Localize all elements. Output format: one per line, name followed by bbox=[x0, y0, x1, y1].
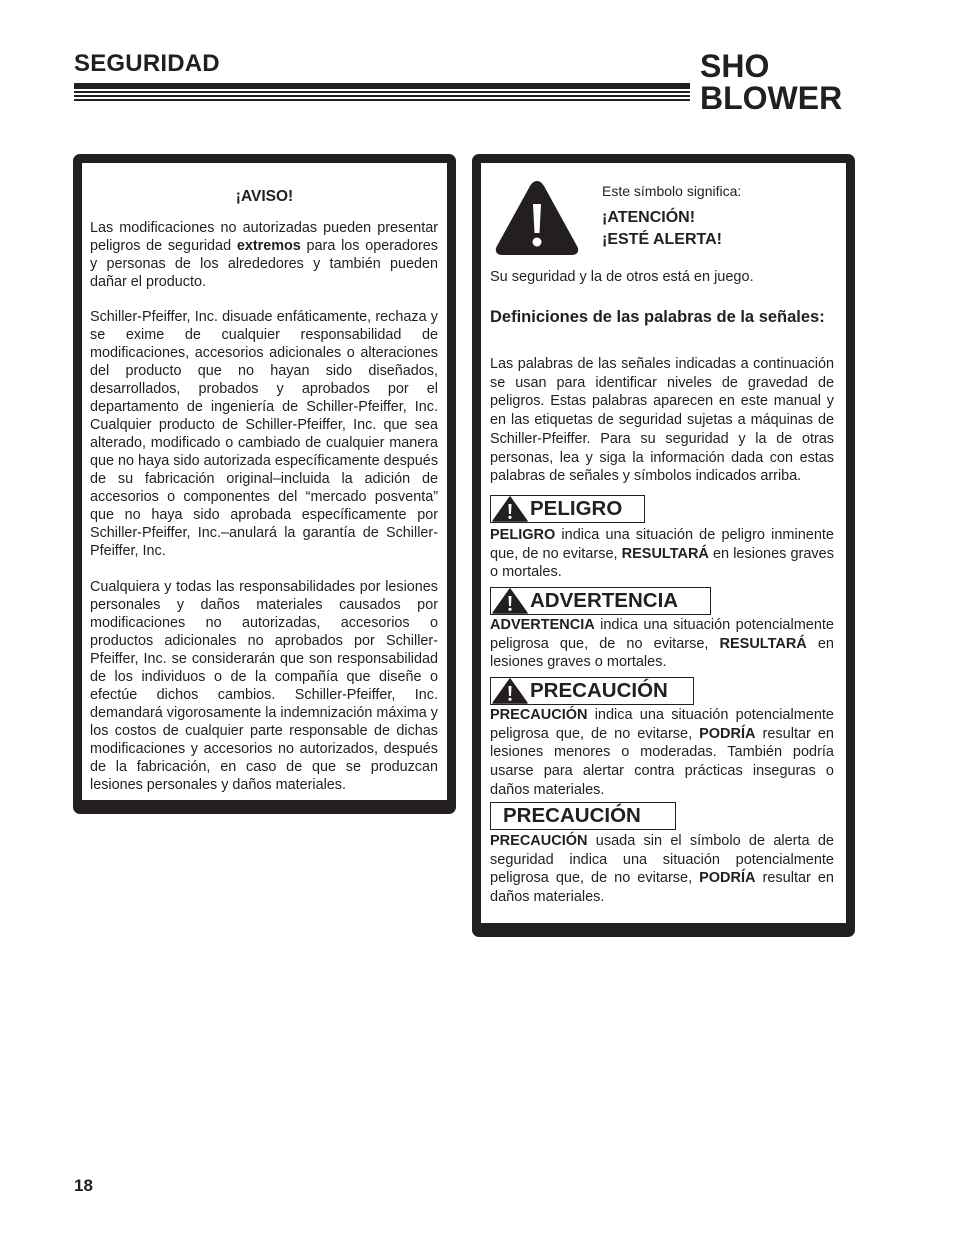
definitions-heading: Definiciones de las palabras de la señales: bbox=[490, 308, 825, 326]
signal-words-box bbox=[472, 154, 855, 937]
product-title-line1: SHO bbox=[700, 48, 770, 84]
signal-bold-word: PODRÍA bbox=[699, 870, 756, 887]
signal-term: PRECAUCIÓN bbox=[490, 707, 588, 723]
notice-box bbox=[73, 154, 456, 814]
signal-label-text: ADVERTENCIA bbox=[530, 589, 679, 612]
signal-description-peligro bbox=[490, 526, 834, 582]
notice-paragraph-2: Schiller-Pfeiffer, Inc. disuade enfáticamente, rechaza y se exime de cualquier responsabilidad de modificaciones, accesorios adicionales o alteraciones del producto que no hayan sido diseñados, desarrollados, probados y aprobados por el departamento de ingeniería de Schiller-Pfeiffer, Inc. Cualquier producto de Schiller-Pfeiffer, Inc. que sea alterado, modificado o cambiado de cualquier manera que no haya sido autorizada específicamente después de su fabricación original–incluida la adición de accesorios o componentes del “mercado posventa” que no haya sido aprobada específicamente por Schiller-Pfeiffer, Inc.–anulará la garantía de Schiller-Pfeiffer, Inc. bbox=[90, 309, 439, 559]
signal-label-peligro bbox=[490, 495, 645, 523]
signal-term: ADVERTENCIA bbox=[490, 617, 595, 633]
attention-line-2: ¡ESTÉ ALERTA! bbox=[602, 231, 722, 248]
signal-label-text: PRECAUCIÓN bbox=[503, 804, 641, 827]
product-title-line2: BLOWER bbox=[700, 80, 843, 116]
notice-paragraph-3: Cualquiera y todas las responsabilidades por lesiones personales y daños materiales causados por modificaciones no autorizadas, accesorios o productos adicionales no aprobados por Schiller-Pfeiffer, Inc. se considerarán que son responsabilidad de los individuos o de la compañía que diseñe o efectúe dichos cambios. Schiller-Pfeiffer, Inc. demandará vigorosamente la indemnización máxima y los costos de cualquier parte responsable de dichas modificaciones y accesorios no autorizados, después de la fabricación, en caso de que se produzcan lesiones personales y daños materiales. bbox=[90, 579, 438, 793]
symbol-caption: Este símbolo significa: bbox=[602, 183, 742, 199]
signal-term: PELIGRO bbox=[490, 527, 556, 543]
notice-box-inner bbox=[82, 163, 447, 800]
signal-description-precaucion bbox=[490, 706, 834, 800]
signal-text-a: indica una situación de peligro inminente que, de no evitarse, bbox=[490, 527, 834, 562]
header-rule bbox=[74, 83, 690, 103]
safety-alert-triangle-icon bbox=[492, 588, 528, 614]
signal-text-a: indica una situación potencialmente peligrosa que, de no evitarse, bbox=[490, 707, 834, 742]
signal-description-advertencia bbox=[490, 616, 834, 672]
signal-text-a: indica una situación potencialmente peligrosa que, de no evitarse, bbox=[490, 617, 834, 652]
notice-heading: ¡AVISO! bbox=[235, 188, 294, 205]
signal-text-b: en lesiones graves o mortales. bbox=[490, 545, 834, 581]
signal-label-text: PELIGRO bbox=[530, 497, 623, 520]
signal-label-precaucion bbox=[490, 677, 694, 705]
safety-alert-triangle-icon bbox=[494, 179, 580, 257]
section-title: SEGURIDAD bbox=[74, 50, 220, 77]
page-number: 18 bbox=[74, 1176, 93, 1195]
notice-p1-text-a: Las modificaciones no autorizadas pueden presentar peligros de seguridad bbox=[90, 220, 438, 254]
signal-text-b: en lesiones graves o mortales. bbox=[490, 635, 834, 671]
notice-p1-bold: extremos bbox=[236, 238, 301, 254]
notice-paragraph-1 bbox=[90, 219, 438, 291]
attention-text bbox=[602, 207, 722, 251]
notice-p1-text-b: para los operadores y personas de los alrededores y también pueden dañar el producto. bbox=[90, 238, 439, 290]
signal-label-precaucion-no-symbol bbox=[490, 802, 676, 830]
signal-label-advertencia bbox=[490, 587, 711, 615]
safety-alert-triangle-icon bbox=[492, 678, 528, 704]
attention-line-1: ¡ATENCIÓN! bbox=[602, 209, 696, 226]
signal-term: PRECAUCIÓN bbox=[490, 833, 588, 849]
signal-label-text: PRECAUCIÓN bbox=[530, 679, 668, 702]
signal-bold-word: PODRÍA bbox=[699, 725, 756, 742]
signal-description-precaucion-no-symbol bbox=[490, 832, 834, 907]
signal-text-a: usada sin el símbolo de alerta de seguridad indica una situación potencialmente peligrosa que, de no evitarse, bbox=[490, 833, 834, 887]
signal-words-box-inner bbox=[481, 163, 846, 923]
signal-text-b: resultar en daños materiales. bbox=[490, 870, 834, 906]
signal-text-b: resultar en lesiones menores o moderadas. También podría usarse para alertar contra prácticas inseguras o daños materiales. bbox=[490, 725, 834, 798]
safety-line: Su seguridad y la de otros está en juego. bbox=[490, 269, 754, 285]
signal-bold-word: RESULTARÁ bbox=[621, 545, 709, 562]
definitions-text: Las palabras de las señales indicadas a continuación se usan para identificar niveles de gravedad de peligros. Estas palabras aparecen en este manual y en las etiquetas de seguridad sujetas a máquinas de Schiller-Pfeiffer. Para su seguridad y la de otras personas, lea y siga la información dada con estas palabras de señales y símbolos indicados arriba. bbox=[490, 356, 834, 485]
signal-bold-word: RESULTARÁ bbox=[719, 635, 807, 652]
safety-alert-triangle-icon bbox=[492, 496, 528, 522]
product-title bbox=[700, 50, 870, 114]
